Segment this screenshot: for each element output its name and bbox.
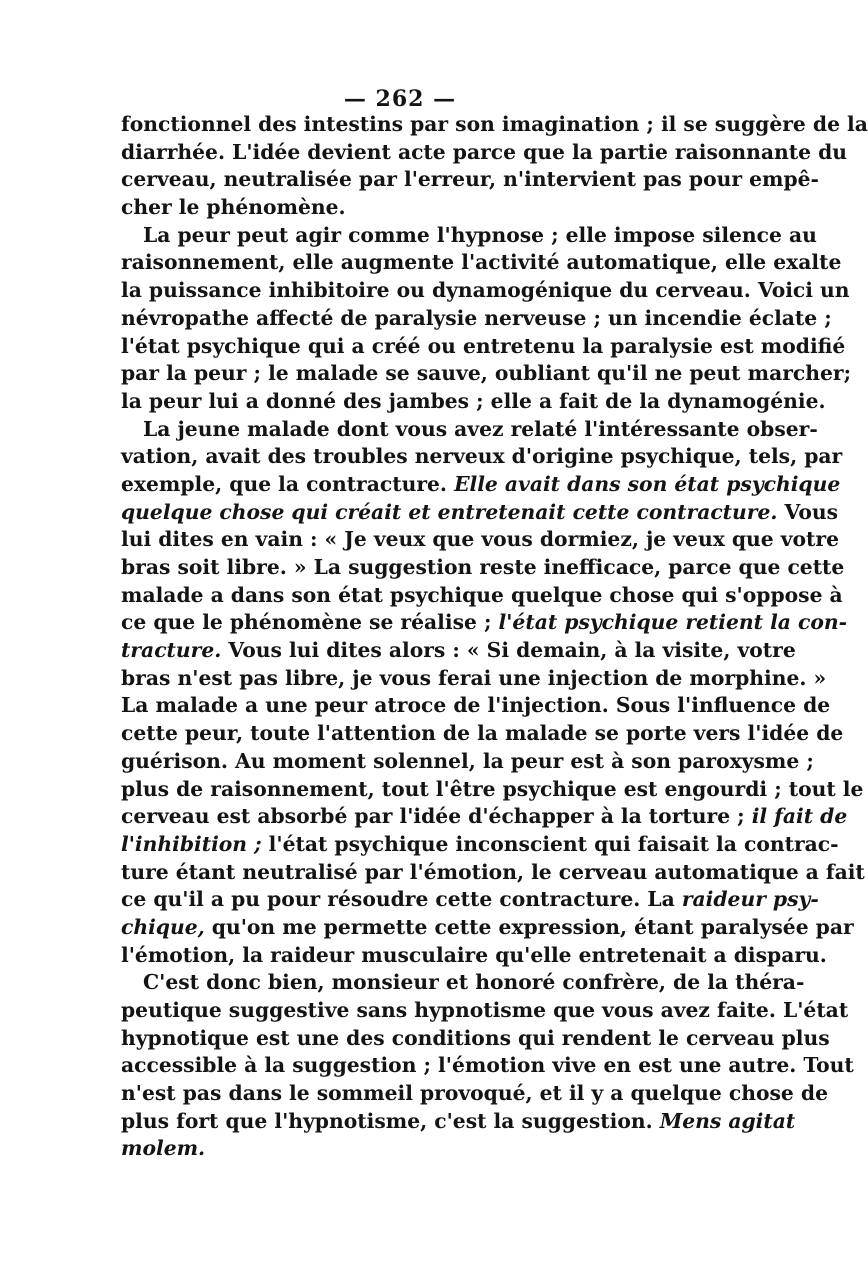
text-line [121, 914, 854, 942]
text-line: accessible à la suggestion ; l'émotion vive en est une autre. Tout [121, 1053, 854, 1078]
text-line: par la peur ; le malade se sauve, oubliant qu'il ne peut marcher; [121, 361, 852, 386]
text-line [121, 1108, 796, 1136]
italic-span: Mens agitat [659, 1108, 796, 1133]
text-line: plus de raisonnement, tout l'être psychique est engourdi ; tout le [121, 776, 864, 801]
text-line [121, 499, 839, 527]
text-line: guérison. Au moment solennel, la peur est à son paroxysme ; [121, 748, 814, 773]
text-span: exemple, que la contracture. [121, 471, 447, 496]
text-line: ture étant neutralisé par l'émotion, le cerveau automatique a fait [121, 859, 865, 884]
italic-span: l'état psychique retient la con- [498, 610, 848, 635]
text-line: n'est pas dans le sommeil provoqué, et il y a quelque chose de [121, 1081, 828, 1106]
text-span: qu'on me permette cette expression, étant paralysée par [211, 914, 854, 939]
italic-span: chique, [121, 914, 205, 939]
text-line: raisonnement, elle augmente l'activité automatique, elle exalte [121, 250, 842, 275]
page-number: — 262 — [343, 86, 457, 112]
text-line: la peur lui a donné des jambes ; elle a fait de la dynamogénie. [121, 388, 826, 413]
text-line: C'est donc bien, monsieur et honoré confrère, de la théra- [143, 970, 805, 995]
text-line [121, 886, 819, 914]
text-span: l'état psychique inconscient qui faisait la contrac- [268, 831, 839, 856]
text-line: cerveau, neutralisée par l'erreur, n'intervient pas pour empê- [121, 167, 819, 192]
text-line: La malade a une peur atroce de l'injection. Sous l'influence de [121, 693, 831, 718]
text-line [121, 1135, 689, 1163]
italic-span: raideur psy- [681, 887, 819, 912]
text-line: La jeune malade dont vous avez relaté l'intéressante obser- [143, 416, 818, 441]
text-line [121, 637, 796, 665]
text-line [121, 803, 848, 831]
text-line: vation, avait des troubles nerveux d'origine psychique, tels, par [121, 444, 843, 469]
italic-span: l'inhibition ; [121, 831, 262, 856]
text-line: l'état psychique qui a créé ou entretenu la paralysie est modifié [121, 333, 846, 358]
text-line: cher le phénomène. [121, 195, 346, 220]
text-line: névropathe affecté de paralysie nerveuse ; un incendie éclate ; [121, 305, 832, 330]
text-line [121, 471, 841, 499]
text-line: hypnotique est une des conditions qui rendent le cerveau plus [121, 1025, 830, 1050]
text-span: ce qu'il a pu pour résoudre cette contracture. La [121, 887, 675, 912]
italic-span: Elle avait dans son état psychique [454, 471, 841, 496]
text-line: bras n'est pas libre, je vous ferai une injection de morphine. » [121, 665, 827, 690]
text-line: La peur peut agir comme l'hypnose ; elle impose silence au [143, 222, 817, 247]
text-span: Vous lui dites alors : « Si demain, à la visite, votre [228, 638, 796, 663]
italic-span: molem. [121, 1136, 206, 1161]
text-line: lui dites en vain : « Je veux que vous dormiez, je veux que votre [121, 527, 840, 552]
text-line [121, 831, 839, 859]
italic-span: il fait de [751, 804, 848, 829]
text-span: Vous [784, 499, 839, 524]
text-line: l'émotion, la raideur musculaire qu'elle entretenait a disparu. [121, 942, 827, 967]
italic-span: tracture. [121, 638, 222, 663]
text-line: diarrhée. L'idée devient acte parce que la partie raisonnante du [121, 139, 848, 164]
text-line: la puissance inhibitoire ou dynamogénique du cerveau. Voici un [121, 278, 850, 303]
text-line: malade a dans son état psychique quelque chose qui s'oppose à [121, 582, 843, 607]
italic-span: quelque chose qui créait et entretenait cette contracture. [121, 499, 778, 524]
body-text [121, 111, 868, 1163]
text-line: peutique suggestive sans hypnotisme que vous avez faite. L'état [121, 998, 849, 1022]
text-span: plus fort que l'hypnotisme, c'est la suggestion. [121, 1108, 653, 1133]
text-line: cette peur, toute l'attention de la malade se porte vers l'idée de [121, 721, 844, 746]
text-span: cerveau est absorbé par l'idée d'échapper à la torture ; [121, 804, 745, 829]
text-line: fonctionnel des intestins par son imagination ; il se suggère de la [121, 112, 868, 136]
text-line [121, 609, 848, 637]
text-line: bras soit libre. » La suggestion reste inefficace, parce que cette [121, 555, 845, 579]
text-span: ce que le phénomène se réalise ; [121, 610, 492, 635]
